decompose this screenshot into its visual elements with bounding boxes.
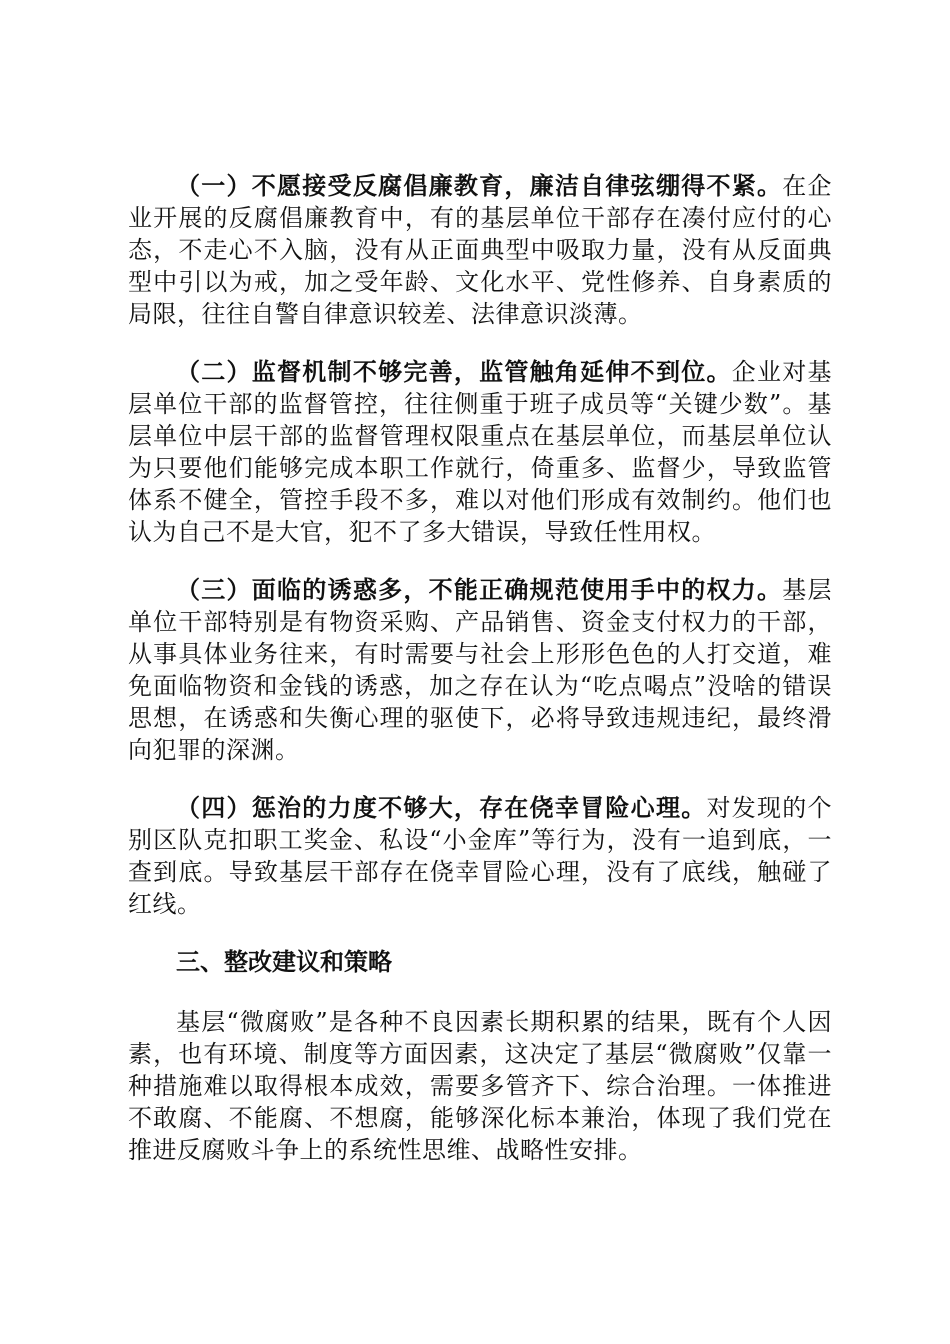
document-body: [128, 170, 832, 1192]
paragraph-4-body: 对发现的个别区队克扣职工奖金、私设“小金库”等行为，没有一追到底，一查到底。导致基层干部存在侥幸冒险心理，没有了底线，触碰了红线。: [128, 794, 833, 918]
paragraph-3: [128, 574, 832, 766]
paragraph-1: [128, 170, 832, 330]
paragraph-4-lead: （四）惩治的力度不够大，存在侥幸冒险心理。: [176, 794, 707, 822]
paragraph-2: [128, 356, 832, 548]
paragraph-1-body: 在企业开展的反腐倡廉教育中，有的基层单位干部存在凑付应付的心态，不走心不入脑，没有从正面典型中吸取力量，没有从反面典型中引以为戒，加之受年龄、文化水平、党性修养、自身素质的局限，往往自警自律意识较差、法律意识淡薄。: [128, 172, 833, 328]
paragraph-2-lead: （二）监督机制不够完善，监管触角延伸不到位。: [176, 358, 732, 386]
paragraph-1-lead: （一）不愿接受反腐倡廉教育，廉洁自律弦绷得不紧。: [176, 172, 783, 200]
paragraph-3-lead: （三）面临的诱惑多，不能正确规范使用手中的权力。: [176, 576, 783, 604]
paragraph-3-body: 基层单位干部特别是有物资采购、产品销售、资金支付权力的干部，从事具体业务往来，有时需要与社会上形形色色的人打交道，难免面临物资和金钱的诱惑，加之存在认为“吃点喝点”没啥的错误思想，在诱惑和失衡心理的驱使下，必将导致违规违纪，最终滑向犯罪的深渊。: [128, 576, 833, 764]
paragraph-4: [128, 792, 832, 920]
paragraph-2-body: 企业对基层单位干部的监督管控，往往侧重于班子成员等“关键少数”。基层单位中层干部的监督管理权限重点在基层单位，而基层单位认为只要他们能够完成本职工作就行，倚重多、监督少，导致监管体系不健全，管控手段不多，难以对他们形成有效制约。他们也认为自己不是大官，犯不了多大错误，导致任性用权。: [128, 358, 832, 546]
section-paragraph: 基层“微腐败”是各种不良因素长期积累的结果，既有个人因素，也有环境、制度等方面因素，这决定了基层“微腐败”仅靠一种措施难以取得根本成效，需要多管齐下、综合治理。一体推进不敢腐、不能腐、不想腐，能够深化标本兼治，体现了我们党在推进反腐败斗争上的系统性思维、战略性安排。: [128, 1008, 832, 1164]
section-heading: 三、整改建议和策略: [176, 948, 392, 976]
